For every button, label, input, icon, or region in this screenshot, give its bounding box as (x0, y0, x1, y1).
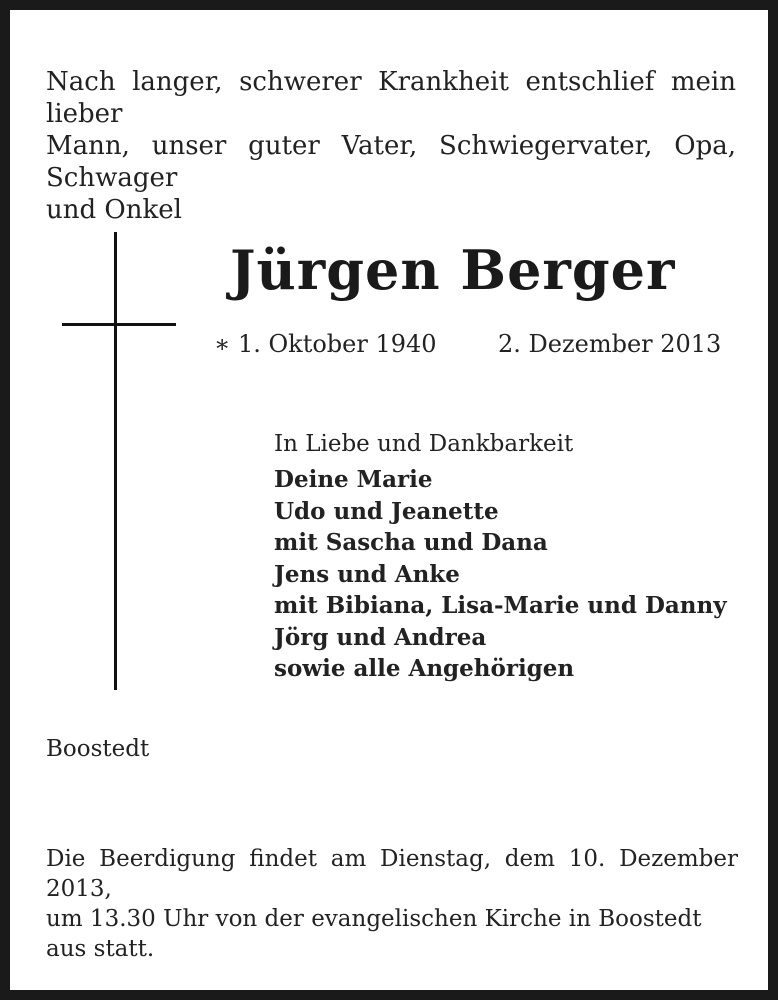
intro-line: Mann, unser guter Vater, Schwiegervater, Opa, Schwager (46, 131, 736, 193)
deceased-name: Jürgen Berger (230, 238, 676, 302)
mourners-block (274, 428, 727, 685)
mourner-name: Jens und Anke (274, 560, 460, 588)
place-name: Boostedt (46, 736, 150, 762)
mourner-name: mit Bibiana, Lisa-Marie und Danny (274, 592, 727, 619)
cross-icon (114, 232, 117, 690)
mourner-name: sowie alle Angehörigen (274, 655, 575, 682)
obituary-notice (10, 10, 768, 990)
mourner-name: Deine Marie (274, 466, 433, 493)
birth-date: ∗ 1. Oktober 1940 (214, 330, 437, 358)
death-date: 2. Dezember 2013 (498, 330, 722, 358)
funeral-line: aus statt. (46, 936, 155, 962)
intro-line: Nach langer, schwerer Krankheit entschlief mein lieber (46, 67, 736, 129)
mourner-name: mit Sascha und Dana (274, 529, 548, 556)
intro-line: und Onkel (46, 195, 182, 225)
mourners-list (274, 464, 727, 685)
funeral-line: Die Beerdigung findet am Dienstag, dem 10. Dezember 2013, (46, 846, 738, 902)
funeral-info (46, 844, 738, 964)
funeral-line: um 13.30 Uhr von der evangelischen Kirche in Boostedt (46, 906, 702, 932)
intro-text (46, 66, 736, 226)
mourner-name: Jörg und Andrea (274, 623, 487, 651)
mourners-intro: In Liebe und Dankbarkeit (274, 431, 574, 457)
cross-icon-bar (62, 323, 176, 326)
mourner-name: Udo und Jeanette (274, 497, 499, 525)
